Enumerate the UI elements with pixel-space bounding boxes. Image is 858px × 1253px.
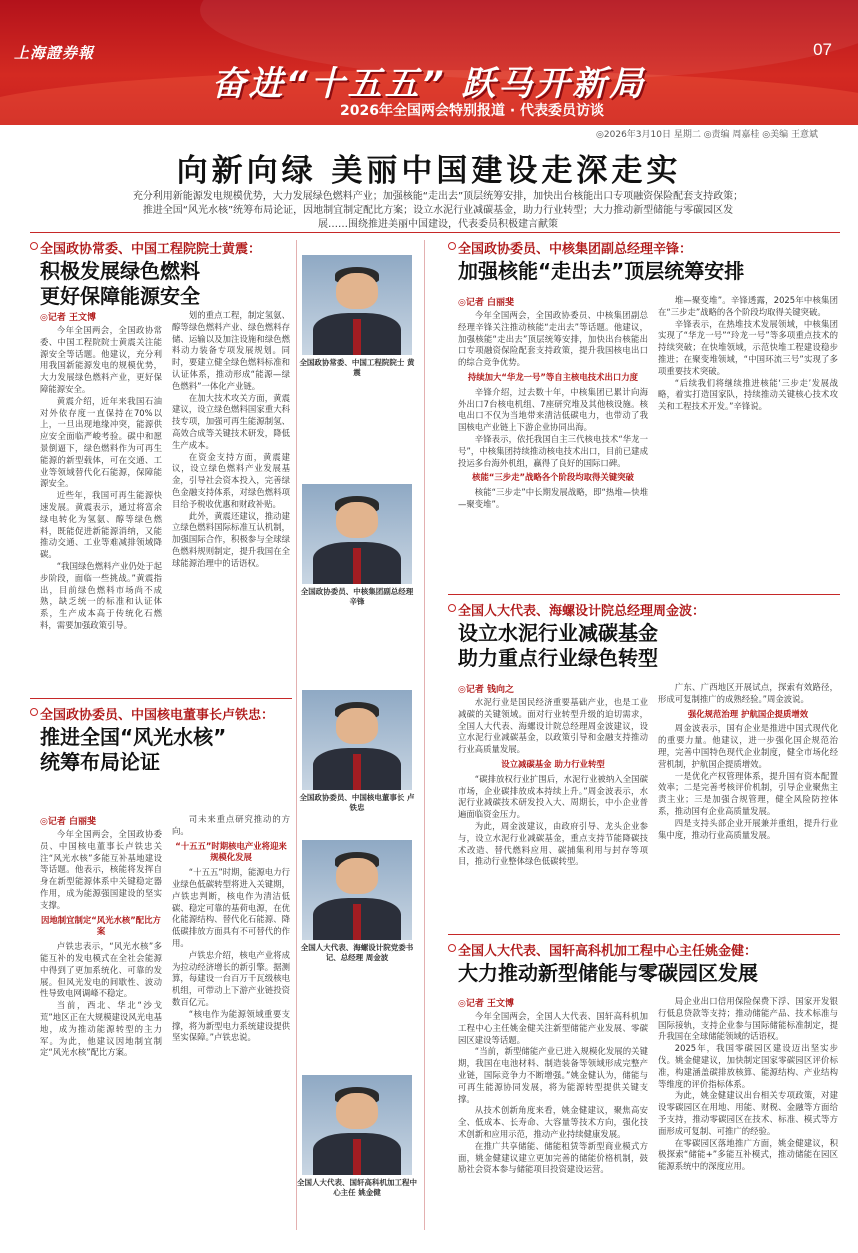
paragraph: “当前，新型储能产业已进入规模化发展的关键期，我国在电池材料、制造装备等领域形成完整产业链，国际竞争力不断增强。”姚金健认为，储能与可再生能源协同发展，将为能源转型提供关键支撑。 — [458, 1046, 648, 1104]
paragraph: 近些年，我国可再生能源快速发展。黄震表示，通过将富余绿电转化为氢氨、醇等绿色燃料，既能促进新能源消纳，又能推动交通、工业等难减排领域降碳。 — [40, 490, 162, 560]
article-subhead: 因地制宜制定“风光水核”配比方案 — [41, 914, 161, 937]
paragraph: 周金波表示，国有企业是推进中国式现代化的重要力量。他建议，进一步强化国企规范治理，完善中国特色现代企业制度，健全市场化经营机制，护航国企提质增效。 — [658, 723, 838, 769]
section-marker-icon — [448, 604, 456, 612]
article-headline: 积极发展绿色燃料 — [40, 259, 200, 283]
paragraph: 卢铁忠表示，“风光水核”多能互补的发电模式在全社会能源中得到了更加系统化、可靠的发展。但风光发电的间歇性、波动性导致电网调峰不稳定。 — [40, 941, 162, 999]
section-divider — [448, 594, 840, 595]
reporter-byline: ◎记者 白丽斐 — [458, 298, 514, 308]
paragraph: “碳排放权行业扩围后，水泥行业被纳入全国碳市场，企业碳排放成本持续上升。”周金波表示，水泥行业减碳技术研发投入大、周期长，中小企业普遍面临资金压力。 — [458, 773, 648, 820]
paragraph: 在推广共享储能、储能租赁等新型商业模式方面，姚金健建议建立更加完善的储能价格机制，鼓励社会资本参与储能项目投资建设运营。 — [458, 1140, 648, 1175]
article-headline: 助力重点行业绿色转型 — [458, 646, 658, 670]
article-headline: 大力推动新型储能与零碳园区发展 — [458, 961, 758, 985]
article-subhead: 核能“三步走”战略各个阶段均取得关键突破 — [472, 472, 634, 483]
paragraph: 此外，黄震还建议，推动建立绿色燃料国际标准互认机制，加强国际合作，积极参与全球绿色燃料规则制定，提升我国在全球能源治理中的话语权。 — [172, 510, 290, 568]
dateline — [0, 125, 858, 141]
article-headline: 加强核能“走出去”顶层统筹安排 — [458, 259, 745, 283]
portrait-photo — [302, 1075, 412, 1175]
paragraph: “我国绿色燃料产业仍处于起步阶段，面临一些挑战。”黄震指出，目前绿色燃料市场尚不成熟，缺乏统一的标准和认证体系，生产成本高于传统化石燃料，需要加强政策引导。 — [40, 560, 162, 630]
paragraph: 当前，西北、华北“沙戈荒”地区正在大规模建设风光电基地，成为推动能源转型的主力军。为此，他建议因地制宜制定“风光水核”配比方案。 — [40, 1000, 162, 1058]
paragraph: “十五五”时期，能源电力行业绿色低碳转型将进入关键期，卢铁忠判断，核电作为清洁低碳、稳定可靠的基荷电源，在优化能源结构、替代化石能源、降低碳排放方面具有不可替代的作用。 — [172, 867, 290, 948]
reporter-byline: ◎记者 王文博 — [40, 313, 96, 323]
column-divider — [296, 240, 297, 1230]
article-column — [458, 1011, 648, 1239]
section-divider — [30, 232, 840, 233]
reporter-byline: ◎记者 钱向之 — [458, 685, 514, 695]
article-title-xin — [458, 241, 838, 284]
paragraph: 辛锋介绍，过去数十年，中核集团已累计向海外出口7台核电机组、7座研究堆及其他核设施。核电出口不仅为当地带来清洁低碳电力，也带动了我国核电产业链上下游企业协同出海。 — [458, 386, 648, 433]
section-marker-icon — [448, 242, 456, 250]
photo-caption: 全国政协委员、中国核电董事长 卢铁忠 — [299, 793, 415, 812]
paragraph: 堆—聚变堆”。辛锋透露，2025年中核集团在“三步走”战略的各个阶段均取得关键突破。 — [658, 295, 838, 317]
section-marker-icon — [30, 242, 38, 250]
article-headline: 推进全国“风光水核” — [40, 725, 227, 749]
photo-caption: 全国政协常委、中国工程院院士 黄震 — [299, 358, 415, 377]
dateline-text: ◎2026年3月10日 星期二 ◎责编 周嘉桂 ◎美编 王意斌 — [596, 130, 818, 140]
article-column — [458, 310, 648, 585]
paragraph: 司未来重点研究推动的方向。 — [172, 814, 290, 836]
paragraph: 在加大技术攻关方面，黄震建议，设立绿色燃料国家重大科技专项，加强可再生能源制氢、高效合成等关键技术研发，降低生产成本。 — [172, 392, 290, 450]
article-column — [40, 325, 162, 685]
portrait-photo — [302, 690, 412, 790]
article-column — [658, 682, 838, 925]
paragraph: 辛锋表示，依托我国自主三代核电技术“华龙一号”，中核集团持续推动核电技术出口，目前已建成投运多台海外机组，赢得了良好的国际口碑。 — [458, 433, 648, 468]
article-title-huang — [40, 241, 280, 309]
section-divider — [448, 934, 840, 935]
article-kicker: 全国人大代表、海螺设计院总经理周金波： — [458, 604, 706, 619]
paragraph: 2025年，我国零碳园区建设迈出坚实步伐。姚金健建议，加快制定国家零碳园区评价标准，构建涵盖碳排放核算、能源结构、产业结构等维度的评价指标体系。 — [658, 1043, 838, 1089]
section-divider — [30, 698, 292, 699]
article-kicker: 全国政协委员、中核集团副总经理辛锋： — [458, 242, 693, 257]
article-kicker: 全国人大代表、国轩高科机加工程中心主任姚金健： — [458, 944, 758, 959]
page-number: 07 — [813, 40, 832, 59]
page-headline: 向新向绿 美丽中国建设走深走实 — [176, 153, 682, 189]
portrait-photo — [302, 255, 412, 355]
photo-caption: 全国政协委员、中核集团副总经理 辛锋 — [300, 587, 414, 606]
masthead-banner — [0, 0, 858, 125]
article-subhead: 持续加大“华龙一号”等自主核电技术出口力度 — [467, 371, 639, 382]
portrait-photo — [302, 840, 412, 940]
portrait-photo — [302, 484, 412, 584]
paragraph: 今年全国两会，全国人大代表、国轩高科机加工程中心主任姚金健关注新型储能产业发展、零碳园区建设等话题。 — [458, 1011, 648, 1045]
article-column — [458, 697, 648, 925]
article-kicker: 全国政协委员、中国核电董事长卢铁忠： — [40, 708, 275, 723]
article-headline: 统筹布局论证 — [40, 750, 160, 774]
paragraph: 为此，周金波建议，由政府引导、龙头企业参与，设立水泥行业减碳基金，重点支持节能降碳技术改造、替代燃料应用、碳捕集利用与封存等项目，推动行业整体绿色低碳转型。 — [458, 820, 648, 867]
newspaper-logo: 上海證券報 — [14, 44, 95, 62]
photo-caption: 全国人大代表、国轩高科机加工程中心主任 姚金健 — [297, 1178, 417, 1197]
paragraph: 为此，姚金健建议出台相关专项政策，对建设零碳园区在用地、用能、财税、金融等方面给予支持，推动零碳园区在技术、标准、模式等方面形成可复制、可推广的经验。 — [658, 1090, 838, 1136]
reporter-byline: ◎记者 白丽斐 — [40, 817, 96, 827]
paragraph: 局企业出口信用保险保费下浮、国家开发银行低息贷款等支持；推动储能产品、技术标准与国际接轨，支持企业参与国际储能标准制定，提升我国在全球储能领域的话语权。 — [658, 996, 838, 1042]
article-subhead: 强化规范治理 护航国企提质增效 — [687, 708, 809, 719]
article-column — [172, 310, 290, 685]
article-column — [172, 814, 290, 1234]
paragraph: 一是优化产权管理体系，提升国有资本配置效率；二是完善考核评价机制，引导企业聚焦主责主业；三是加强合规管理，健全风险防控体系，推动国有企业高质量发展。 — [658, 770, 838, 816]
paragraph: 今年全国两会，全国政协常委、中国工程院院士黄震关注能源安全等话题。他建议，充分利用我国新能源发电的规模优势，大力发展绿色燃料产业，更好保障能源安全。 — [40, 325, 162, 394]
photo-caption: 全国人大代表、海螺设计院党委书记、总经理 周金波 — [300, 943, 414, 962]
paragraph: 广东、广西地区开展试点，探索有效路径，形成可复制推广的成熟经验。”周金波说。 — [658, 682, 838, 704]
section-marker-icon — [30, 708, 38, 716]
article-subhead: 设立减碳基金 助力行业转型 — [501, 758, 605, 769]
article-title-zhou — [458, 603, 838, 671]
paragraph: 卢铁忠介绍，核电产业将成为拉动经济增长的新引擎。据测算，每建设一台百万千瓦级核电机组，可带动上下游产业链投资数百亿元。 — [172, 949, 290, 1007]
article-column — [658, 295, 838, 585]
page-deck: 充分利用新能源发电规模优势，大力发展绿色燃料产业；加强核能“走出去”顶层统筹安排，加快出台核能出口专项融资保险配套支持政策；推进全国“风光水核”统筹布局论证，因地制宜制定配比方案；设立水泥行业减碳基金，助力行业转型；大力推动新型储能与零碳园区发展……围绕推进美丽中国建设，代表委员积极建言献策 — [132, 191, 744, 230]
article-title-yao — [458, 943, 838, 986]
paragraph: “核电作为能源领域重要支撑，将为新型电力系统建设提供坚实保障。”卢铁忠说。 — [172, 1008, 290, 1043]
article-headline: 设立水泥行业减碳基金 — [458, 621, 658, 645]
article-title-lu — [40, 707, 290, 775]
paragraph: 四是支持头部企业开展兼并重组，提升行业集中度，推动行业高质量发展。 — [658, 817, 838, 840]
paragraph: 今年全国两会，全国政协委员、中核集团副总经理辛锋关注推动核能“走出去”等话题。他建议，加强核能“走出去”顶层统筹安排，加快出台核能出口专项融资保险配套支持政策，提升我国核电出口的综合竞争优势。 — [458, 310, 648, 368]
paragraph: 核能“三步走”中长期发展战略，即“热堆—快堆—聚变堆”。 — [458, 487, 648, 509]
paragraph: 在资金支持方面，黄震建议，设立绿色燃料产业发展基金，引导社会资本投入，完善绿色金融支持体系，对绿色燃料项目给予税收优惠和财政补贴。 — [172, 451, 290, 509]
paragraph: 划的重点工程，制定氢氨、醇等绿色燃料产业、绿色燃料存储、运输以及加注设施和绿色燃料动力装备专项发展规划。同时，要建立健全绿色燃料标准和认证体系，推动形成“能源—绿色燃料”一体化产业链。 — [172, 310, 290, 391]
reporter-byline: ◎记者 王文博 — [458, 999, 514, 1009]
section-marker-icon — [448, 944, 456, 952]
article-column — [658, 996, 838, 1239]
paragraph: 辛锋表示，在热堆技术发展领域，中核集团实现了“华龙一号”“玲龙一号”等多项重点技术的持续突破；在快堆领域，示范快堆工程建设稳步推进；在聚变堆领域，“中国环流三号”实现了多项重要技术突破。 — [658, 318, 838, 376]
article-subhead: “十五五”时期核电产业将迎来规模化发展 — [175, 840, 287, 863]
paragraph: 在零碳园区落地推广方面，姚金健建议，积极探索“储能+”多能互补模式，推动储能在园区能源系统中的深度应用。 — [658, 1137, 838, 1172]
banner-subtitle: 2026年全国两会特别报道 · 代表委员访谈 — [340, 103, 605, 119]
paragraph: 从技术创新角度来看，姚金健建议，聚焦高安全、低成本、长寿命、大容量等技术方向，强化技术创新和应用示范，推动产业持续健康发展。 — [458, 1105, 648, 1139]
paragraph: 黄震介绍，近年来我国石油对外依存度一直保持在70%以上，一旦出现地缘冲突，能源供应安全面临严峻考验。碳中和愿景倒逼下，绿色燃料作为可再生能源的新型载体，可在交通、工业等领域替代化石能源，保障能源安全。 — [40, 395, 162, 489]
article-headline: 更好保障能源安全 — [40, 284, 200, 308]
article-column — [40, 829, 162, 1234]
paragraph: 今年全国两会，全国政协委员、中国核电董事长卢铁忠关注“风光水核”多能互补基地建设等话题。他表示，核能将发挥自身在新型能源体系中关键稳定器作用，成为能源强国建设的坚实支撑。 — [40, 829, 162, 910]
column-divider — [424, 240, 425, 1230]
banner-slogan: 奋进“十五五” 跃马开新局 — [211, 64, 647, 104]
paragraph: “后续我们将继续推进核能‘三步走’发展战略，着实打造国家队，持续推动关键核心技术攻关和工程技术开发。”辛锋说。 — [658, 377, 838, 412]
article-kicker: 全国政协常委、中国工程院院士黄震： — [40, 242, 262, 257]
paragraph: 水泥行业是国民经济重要基础产业，也是工业减碳的关键领域。面对行业转型升级的迫切需求，全国人大代表、海螺设计院总经理周金波建议，设立水泥行业减碳基金，以政策引导和金融支持推动行业高质量发展。 — [458, 697, 648, 755]
